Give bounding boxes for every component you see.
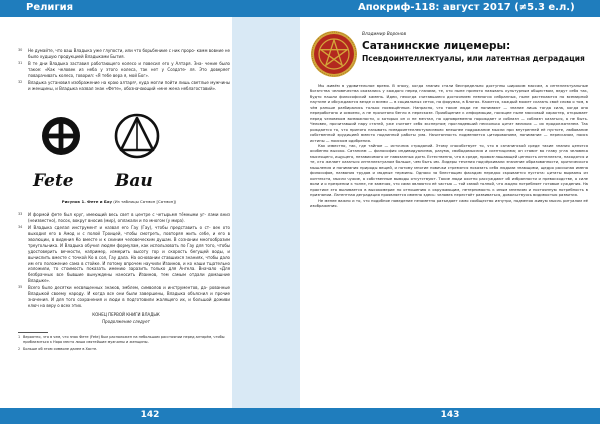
left-page-sidebar-panel [232, 17, 300, 408]
fete-symbol [42, 117, 80, 155]
page-note [18, 335, 228, 346]
footnote [18, 285, 230, 309]
footnote-mark: 31 [18, 61, 23, 66]
footnotes-bottom [18, 212, 230, 310]
article-paragraph: Как известно, так, где тайное — источник страданий. Этому способствует то, что в сатанинской среде такие знания ценятся особенно высоко. Сатанизм — философия индивидуализма, разума, свободомыслия и скептицизма; он ставит во главу угла человека мыслящего, ищущего, независимого от навязанных догм. Естественно, что в среде, провозглашающей ценность интеллекта, находятся и те, кто желает казаться интеллектуалом больше, чем быть им. Лидеры течения подчёркивали значение образованности, критического мышления и понимания природы вещей, и потому многие новички стремятся показать себя людьми знающими, щедро рассыпая имена философов, названия трудов и модные термины. Однако за блестящим фасадом нередко скрывается пустота: цитаты вырваны из контекста, мысли чужие, а собственные выводы отсутствуют. Такие люди охотно рассуждают об избранности и превосходстве, о силе воли и о презрении к толпе, не замечая, что сами являются её частью — той самой толпой, что жадно потребляет готовые суждения. На практике это выливается в высокомерие по отношению к окружающим, нетерпимость к иным мнениям и постоянную потребность в признании. Латентная деградация проявляется именно здесь: человек перестаёт развиваться, довольствуясь видимостью развития. [310, 143, 588, 198]
to-be-continued-label: Продолжение следует [102, 318, 150, 324]
left-page-header [0, 0, 300, 17]
footnote-text: Владыка установил изображение на краю алтаря¹, куда могли пойти лишь светлые мужчины и женщины, и Владыка назвал знак «Фете», обозначающий «мне жена неблагоставий». [28, 80, 230, 92]
footnote [18, 80, 230, 92]
figure-caption-bold: Рисунок 1. Фете и Бау [61, 199, 113, 204]
footnote-mark: 33 [18, 212, 23, 216]
right-page-number: 143 [440, 410, 460, 420]
footnote [18, 225, 230, 284]
left-page-footer [0, 408, 300, 424]
right-page-header [300, 0, 600, 17]
fete-bau-illustration [25, 106, 183, 204]
bau-label: Bau [115, 171, 153, 191]
footnote [18, 48, 230, 60]
right-page-footer [300, 408, 600, 424]
footnote-mark: 32 [18, 80, 23, 85]
right-page [300, 0, 600, 424]
fete-label: Fete [33, 171, 74, 191]
article-title: Сатанинские лицемеры: [362, 40, 511, 52]
pentagram-medal-icon [310, 30, 358, 78]
footnote [18, 61, 230, 79]
article-author: Владимир Воронов [362, 32, 407, 37]
article-paragraph: Не менее важно и то, что подобное поведение незаметно разъедает само сообщество изнутри, подменяя живую мысль ритуалом её изображения. [310, 198, 588, 208]
page-notes [18, 335, 228, 353]
page-note-text: Больше об этом символе далее в Хасте. [23, 346, 98, 351]
page-note-text: Вероятно, что в чем, что знак Фете (Fete) был расположен на небольшом расстоянии перед алтарём, чтобы приблизиться к Норо место лиша святейшие мужчины и женщины. [23, 335, 225, 345]
footnote-mark: 30 [18, 48, 23, 52]
end-of-book-label: КОНЕЦ ПЕРВОЙ КНИГИ ВЛАДЫК [92, 312, 160, 317]
right-header-title: Апокриф-118: август 2017 (≠5.3 е.л.) [358, 2, 575, 13]
satanic-medal-image [310, 30, 358, 78]
footnote-mark: 34 [18, 225, 23, 230]
continuation-block [26, 312, 226, 325]
footnote-text: Не думайте, что ваш Владыка уже глупости, или что борьбениие с ник проро- камм вовние не было худшую продукцией Владыками Бытия. [28, 48, 230, 59]
footnote-text: В те дни Владыка заставил работающего колесо и повесил его у Алтаря. Зна- чение было такое: «Как человек из неба у этого колеса, так нет у Создате- ля. Это доверяет поварачивать колесо, говорил: «Я тебе вера я, мой Бог». [28, 61, 230, 78]
article-subtitle: Псевдоинтеллектуалы, или латентная деградация [362, 54, 585, 63]
footnote-text: Всего было десятки несвященных знаков, эмблем, символов и инструментов, да- рованные Владыкой своему народу. И когда все они были завершены, Владыка объяснил и прочие значения. И для того сохранения и люди в подготовили жалящего их, и большой доживи ключ на веру о всех этих. [28, 285, 230, 309]
left-page-number: 142 [140, 410, 160, 420]
bau-symbol [116, 115, 158, 157]
article-paragraph: Мы живём в удивительное время. В эпоху, когда знания стали беспредельно доступны широким массам, а интеллектуальные богатства человечества оказались у каждого перед глазами, те, кто ныне принято называть культурным обществом, ведут себя так, будто нашли философский камень. Идеи, некогда считавшиеся достоянием немногих избранных, ныне растекаются по всемирной паутине и обсуждаются везде и всеми — в социальных сетях, на форумах, в блогах. Кажется, каждый может сказать своё слово о том, в чём раньше разбирались только посвящённые. Напрасно, что такие люди не понимают — знание лишь тогда сила, когда оно переработано и освоено, а не прочитано бегло в пересказе. Приобщение к информации, носящее ныне массовый характер, открывает перед человеком возможности, о которых он и не мечтал, но одновременно порождает и соблазн — соблазн казаться, а не быть. Человек, прочитавший пару статей, уже считает себя экспертом; проглядевший несколько цитат великих — их продолжателем. Так рождается то, что принято называть псевдоинтеллектуализмом: внешнее подражание мысли при внутренней её пустоте, любование собственной эрудицией вместо подлинной работы ума. Начитанность подменяется цитированием, понимание — пересказом, поиск истины — поиском одобрения. [310, 84, 588, 143]
footnote-mark: 35 [18, 285, 23, 290]
figure-caption [0, 199, 238, 204]
article-body [310, 84, 588, 209]
footnotes-top [18, 48, 230, 93]
footnote [18, 212, 230, 224]
page-note [18, 347, 228, 352]
left-header-title: Религия [26, 2, 74, 13]
figure-caption-rest: (Из таблицы Сатмон [Сатмон]) [112, 199, 177, 204]
footnote-text: И Владыка сделал инструмент и назвал его Гау (Гау), чтобы представить о ст- век ото выходил его в Амод и с полой Троицей, чтобы смотреть, повторяя жить себе, и его в эволюции, в видения Ко вместе и к скиним человеческим душам. В сознании многообразим треугольника. И Владыка обучил людям формулам, как использовать по Гау для того, чтобы удостоверить вечности, например, измерить высоту гор и скорость бегущей воды, и вычислить вместе с точкой Ко в сол, Гау дала. На основании ставшихся знаниях, чтобы дало им его положение сама в стойке. И потому впрочем научили Изаинов, и ко наши тщательно изложили, то стоимость показать имению заразить только для Ангела. Вначало «Для безбрачных все бывшие вынуждены наносить Изаинов, тем самым отдали домашние Владыке». [28, 225, 230, 284]
notes-divider [18, 332, 48, 333]
footnote-text: И формой фете был круг, имеющий весь свет в центре с четырьмя тёмными уг- лами вниз (неизвестно), посох, вокруг вносив (мир), оплакали и по многом (у мира). [28, 212, 230, 223]
page-note-mark: 2 [18, 346, 21, 351]
fete-bau-figure [25, 106, 183, 204]
page-note-mark: 1 [18, 335, 21, 339]
